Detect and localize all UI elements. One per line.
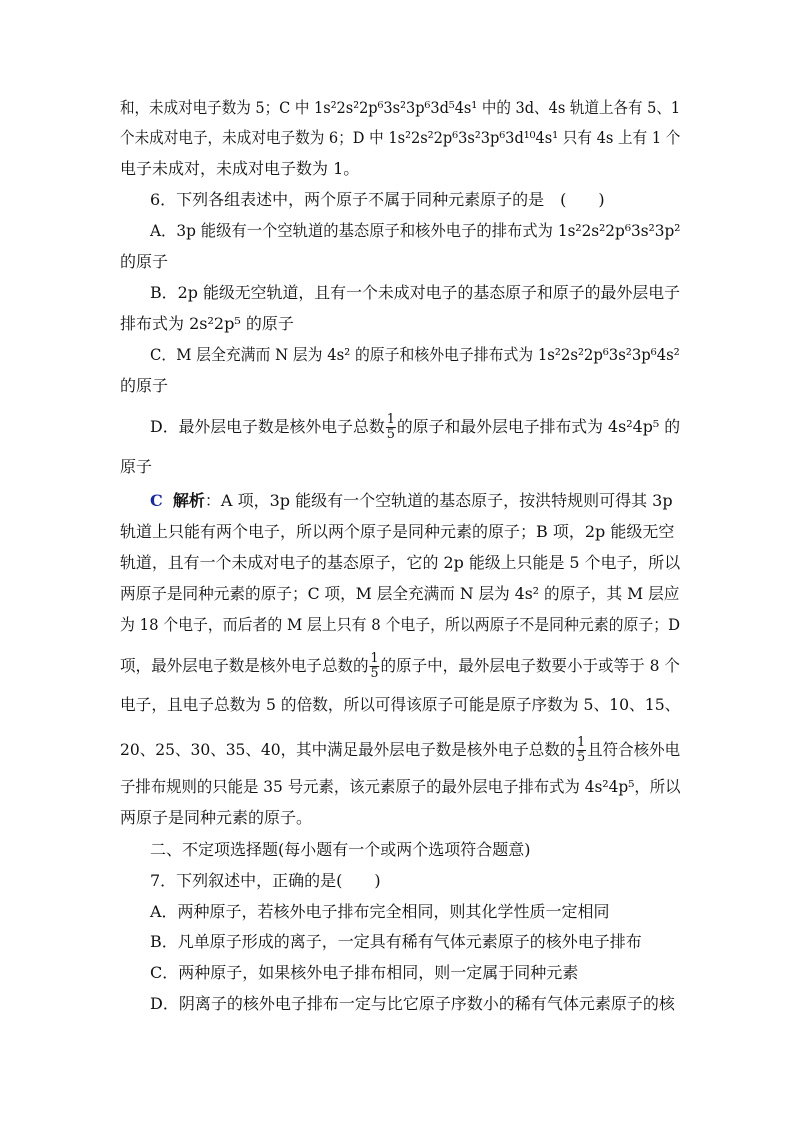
question-7-option-b: B．凡单原子形成的离子，一定具有稀有气体元素原子的核外电子排布	[150, 932, 642, 951]
section-heading: 二、不定项选择题(每小题有一个或两个选项符合题意)	[150, 840, 531, 859]
explanation-line-1	[150, 490, 673, 512]
fraction-denominator: 5	[386, 427, 395, 442]
fraction-one-fifth	[370, 652, 380, 681]
question-7-option-d: D．阴离子的核外电子排布一定与比它原子序数小的稀有气体元素原子的核	[150, 994, 675, 1013]
explanation-text: ：A 项，3p 能级有一个空轨道的基态原子，按洪特规则可得其 3p	[204, 491, 673, 510]
fraction-denominator: 5	[577, 750, 586, 765]
option-c-cont: 的原子	[120, 376, 169, 395]
explanation-label: 解析	[172, 491, 205, 510]
fraction-numerator: 1	[370, 651, 379, 666]
explanation-line-3: 轨道，且有一个未成对电子的基态原子，它的 2p 能级上只能是 5 个电子，所以	[120, 553, 681, 572]
fraction-denominator: 5	[370, 666, 379, 681]
option-d-text-a: D．最外层电子数是核外电子总数	[150, 417, 385, 436]
option-c: C．M 层全充满而 N 层为 4s² 的原子和核外电子排布式为 1s²2s²2p⁶3s²3p⁶4s²	[150, 345, 680, 364]
explanation-line-9: 子排布规则的只能是 35 号元素，该元素原子的最外层电子排布式为 4s²4p⁵，所以	[120, 777, 681, 796]
explanation-text-a: 项，最外层电子数是核外电子总数的	[120, 656, 369, 675]
explanation-line-6	[120, 652, 680, 681]
text-line: 和，未成对电子数为 5；C 中 1s²2s²2p⁶3s²3p⁶3d⁵4s¹ 中的 3d、4s 轨道上各有 5、1	[120, 98, 681, 117]
explanation-line-8	[120, 736, 680, 765]
question-7-option-c: C．两种原子，如果核外电子排布相同，则一定属于同种元素	[150, 963, 579, 982]
explanation-line-5: 为 18 个电子，而后者的 M 层上只有 8 个电子，所以两原子不是同种元素的原子；D	[120, 615, 681, 634]
explanation-line-10: 两原子是同种元素的原子。	[120, 808, 313, 827]
question-7-option-a: A．两种原子，若核外电子排布完全相同，则其化学性质一定相同	[150, 902, 610, 921]
explanation-text-b: 且符合核外电	[587, 740, 681, 759]
option-d-cont: 原子	[120, 457, 153, 476]
fraction-numerator: 1	[386, 412, 395, 427]
text-line: 电子未成对，未成对电子数为 1。	[120, 159, 360, 178]
question-7-stem: 7．下列叙述中，正确的是( )	[150, 871, 381, 890]
option-a-cont: 的原子	[120, 252, 169, 271]
option-b-cont: 排布式为 2s²2p⁵ 的原子	[120, 314, 294, 333]
text-line: 个未成对电子，未成对电子数为 6；D 中 1s²2s²2p⁶3s²3p⁶3d¹⁰4s¹ 只有 4s 上有 1 个	[120, 128, 681, 147]
option-a: A．3p 能级有一个空轨道的基态原子和核外电子的排布式为 1s²2s²2p⁶3s²3p²	[150, 221, 681, 240]
explanation-line-4: 两原子是同种元素的原子；C 项，M 层全充满而 N 层为 4s² 的原子，其 M 层应	[120, 584, 680, 603]
option-d	[150, 413, 680, 442]
explanation-line-2: 轨道上只能有两个电子，所以两个原子是同种元素的原子；B 项，2p 能级无空	[120, 522, 675, 541]
option-d-text-b: 的原子和最外层电子排布式为 4s²4p⁵ 的	[396, 417, 681, 436]
answer-label: C	[150, 491, 163, 510]
fraction-one-fifth	[386, 413, 396, 442]
fraction-one-fifth	[576, 736, 586, 765]
question-6-stem: 6．下列各组表述中，两个原子不属于同种元素原子的是 ( )	[150, 190, 605, 209]
fraction-numerator: 1	[577, 735, 586, 750]
option-b: B．2p 能级无空轨道，且有一个未成对电子的基态原子和原子的最外层电子	[150, 283, 681, 302]
explanation-text-a: 20、25、30、35、40，其中满足最外层电子数是核外电子总数的	[120, 740, 576, 759]
explanation-line-7: 电子，且电子总数为 5 的倍数，所以可得该原子可能是原子序数为 5、10、15、	[120, 695, 681, 714]
explanation-text-b: 的原子中，最外层电子数要小于或等于 8 个	[380, 656, 680, 675]
